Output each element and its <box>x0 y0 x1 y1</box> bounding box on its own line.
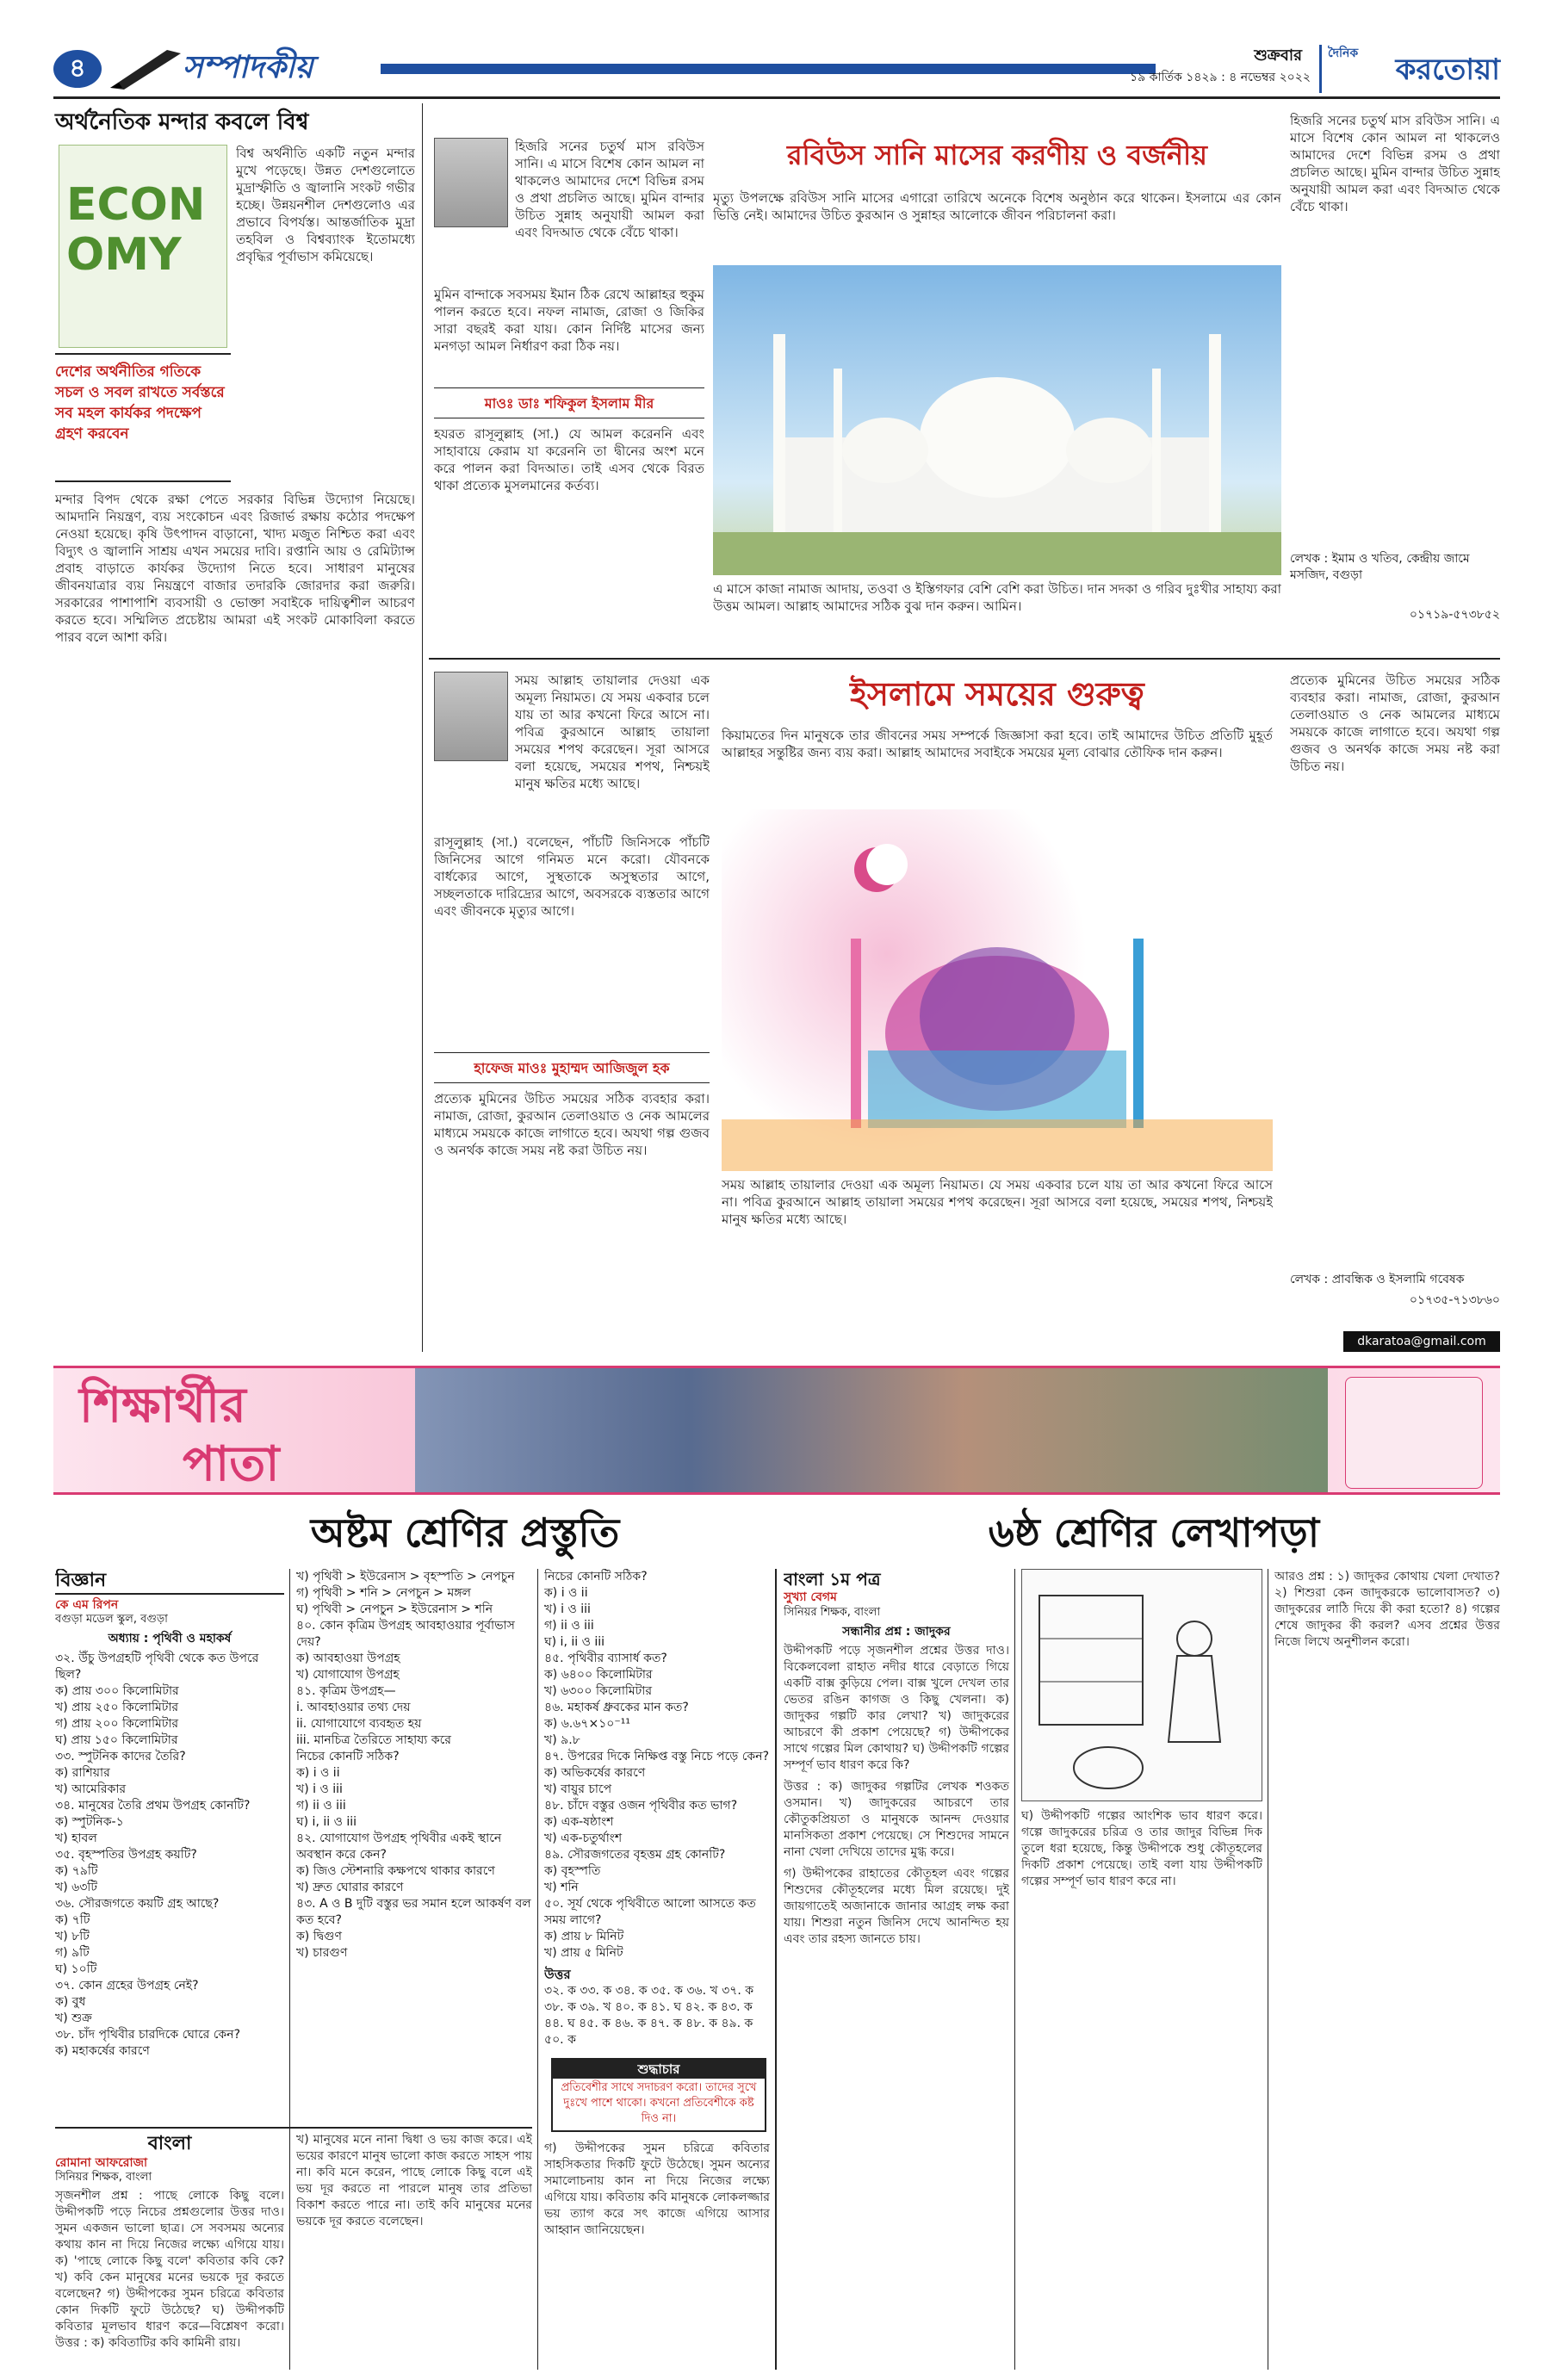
article2-col5: প্রত্যেক মুমিনের উচিত সময়ের সঠিক ব্যবহার করা। নামাজ, রোজা, কুরআন তেলাওয়াত ও নেক আমলের মাধ্যমে সময়কে কাজে লাগাতে হবে। অযথা গল্প গুজব ও অনর্থক কাজে সময় নষ্ট করা উচিত নয়। <box>1290 672 1500 774</box>
question-line: খ) আমেরিকার <box>55 1782 127 1796</box>
question-line: ক) বুধ <box>55 1994 86 2009</box>
editorial <box>55 103 415 1352</box>
bangla-title: বাংলা <box>147 2132 192 2154</box>
article2-col2: রাসূলুল্লাহ (সা.) বলেছেন, পাঁচটি জিনিসকে পাঁচটি জিনিসের আগে গনিমত মনে করো। যৌবনকে বার্ধক্যের আগে, সুস্থতাকে অসুস্থতার আগে, সচ্ছলতাকে দারিদ্র্যের আগে, অবসরকে ব্যস্ততার আগে এবং জীবনকে মৃত্যুর আগে। <box>434 834 710 919</box>
question-line: ঘ) i, ii ও iii <box>296 1815 357 1829</box>
col-rule-s1 <box>289 1569 290 2370</box>
question-line: খ) চারগুণ <box>296 1946 348 1960</box>
question-line: ক) রাশিয়ার <box>55 1765 110 1780</box>
author1-photo <box>434 138 508 227</box>
question-line: খ) শনি <box>544 1881 579 1894</box>
article2-col1: সময় আল্লাহ তায়ালার দেওয়া এক অমূল্য নিয়ামত। যে সময় একবার চলে যায় তা আর কখনো ফিরে আসে না। পবিত্র কুরআনে আল্লাহ তায়ালা সময়ের শপথ করেছেন। সূরা আসরে বলা হয়েছে, সময়ের শপথ, নিশ্চয়ই মানুষ ক্ষতির মধ্যে আছে। <box>515 672 710 791</box>
question-line: ৩৮. চাঁদ পৃথিবীর চারদিকে ঘোরে কেন? <box>55 2027 241 2042</box>
ban1-teacher: সুখ্যা বেগম <box>784 1590 837 1604</box>
question-line: খ) ৮টি <box>55 1929 90 1943</box>
col-rule-s4 <box>1014 1569 1015 2370</box>
col-rule-s3 <box>775 1569 777 2370</box>
question-line: ক) দ্বিগুণ <box>296 1930 342 1943</box>
ban1-body3: গ) উদ্দীপকের রাহাতের কৌতূহল এবং গল্পের শিশুদের কৌতূহলের মধ্যে মিল রয়েছে। দুই জায়গাতেই অজানাকে জানার আগ্রহ লক্ষ করা যায়। শিশুরা নতুন জিনিস দেখে আনন্দিত হয় এবং তার রহস্য জানতে চায়। <box>784 1867 1009 1947</box>
editorial-body: মন্দার বিপদ থেকে রক্ষা পেতে সরকার বিভিন্ন উদ্যোগ নিয়েছে। আমদানি নিয়ন্ত্রণ, ব্যয় সংকোচন এবং রিজার্ভ রক্ষায় কঠোর পদক্ষেপ নেওয়া হয়েছে। কৃষি উৎপাদন বাড়ানো, খাদ্য মজুত নিশ্চিত করা এবং বিদ্যুৎ ও জ্বালানি সাশ্রয় এখন সময়ের দাবি। রপ্তানি আয় ও রেমিট্যান্স প্রবাহ বাড়াতে কার্যকর উদ্যোগ নিতে হবে। সাধারণ মানুষের জীবনযাত্রার ব্যয় নিয়ন্ত্রণে বাজার তদারকি জোরদার করা জরুরি। সরকারের পাশাপাশি ব্যবসায়ী ও ভোক্তা সবাইকে দায়িত্বশীল আচরণ করতে হবে। সম্মিলিত প্রচেষ্টায় আমরা এই সংকট মোকাবিলা করতে পারব বলে আশা করি। <box>55 492 415 645</box>
ban1-title: বাংলা ১ম পত্র <box>784 1569 881 1590</box>
article2-title: ইসলামে সময়ের গুরুত্ব <box>850 674 1144 713</box>
ban1-body5: আরও প্রশ্ন : ১) জাদুকর কোথায় খেলা দেখাত? ২) শিশুরা কেন জাদুকরকে ভালোবাসত? ৩) জাদুকরের লাঠি দিয়ে কী করা হতো? ৪) গল্পের শেষে জাদুকর কী করল? এসব প্রশ্নের উত্তর নিজে লিখে অনুশীলন করো। <box>1274 1570 1500 1649</box>
notice-body: প্রতিবেশীর সাথে সদাচরণ করো। তাদের সুখে দুঃখে পাশে থাকো। কখনো প্রতিবেশীকে কষ্ট দিও না। <box>561 2081 757 2125</box>
author2-photo <box>434 672 508 761</box>
question-line: ii. যোগাযোগে ব্যবহৃত হয় <box>296 1717 422 1731</box>
question-line: গ) ii ও iii <box>544 1619 594 1633</box>
ban1-body: উদ্দীপকটি পড়ে সৃজনশীল প্রশ্নের উত্তর দাও। বিকেলবেলা রাহাত নদীর ধারে বেড়াতে গিয়ে একটি বাক্স কুড়িয়ে পেল। বাক্স খুলে দেখল তার ভেতর রঙিন কাগজ ও কিছু খেলনা। ক) জাদুকর গল্পটি কার লেখা? খ) জাদুকরের আচরণে কী প্রকাশ পেয়েছে? গ) উদ্দীপকের সাথে গল্পের মিল কোথায়? ঘ) উদ্দীপকটি গল্পের সম্পূর্ণ ভাব ধারণ করে কি? <box>784 1644 1009 1773</box>
author1-name: মাওঃ ডাঃ শফিকুল ইসলাম মীর <box>484 395 654 412</box>
article1-col1: হিজরি সনের চতুর্থ মাস রবিউস সানি। এ মাসে বিশেষ কোন আমল না থাকলেও আমাদের দেশে বিভিন্ন রসম ও প্রথা প্রচলিত আছে। মুমিন বান্দার উচিত সুন্নাহ অনুযায়ী আমল করা এবং বিদআত থেকে বেঁচে থাকা। <box>515 139 704 240</box>
question-line: ৩৪. মানুষের তৈরি প্রথম উপগ্রহ কোনটি? <box>55 1798 251 1813</box>
question-line: ক) ৬৪০০ কিলোমিটার <box>544 1668 653 1682</box>
question-line: খ) দ্রুত ঘোরার কারণে <box>296 1881 404 1894</box>
question-line: ক) i ও ii <box>544 1586 588 1600</box>
email-text[interactable]: dkaratoa@gmail.com <box>1357 1335 1486 1348</box>
question-line: ক) প্রায় ৩০০ কিলোমিটার <box>55 1683 179 1698</box>
watercolor-mosque-image <box>722 809 1273 1171</box>
heading-class6: ৬ষ্ঠ শ্রেণির লেখাপড়া <box>988 1509 1320 1556</box>
question-line: ক) এক-ষষ্ঠাংশ <box>544 1815 614 1829</box>
question-line: ক) ৭৯টি <box>55 1863 98 1878</box>
notice-box <box>551 2058 766 2132</box>
question-line: খ) ৬৩টি <box>55 1880 97 1894</box>
article2-author <box>434 1052 710 1083</box>
question-line: ক) ৭টি <box>55 1912 90 1927</box>
article2-col3: প্রত্যেক মুমিনের উচিত সময়ের সঠিক ব্যবহার করা। নামাজ, রোজা, কুরআন তেলাওয়াত ও নেক আমলের মাধ্যমে সময়কে কাজে লাগাতে হবে। অযথা গল্প গুজব ও অনর্থক কাজে সময় নষ্ট করা উচিত নয়। <box>434 1091 710 1158</box>
question-line: ঘ) i, ii ও iii <box>544 1635 605 1649</box>
question-line: ৩২. উঁচু উপগ্রহটি পৃথিবী থেকে কত উপরে ছিল? <box>55 1651 259 1682</box>
bangla-body3: গ) উদ্দীপকের সুমন চরিত্রে কবিতার সাহসিকতার দিকটি ফুটে উঠেছে। সুমন অন্যের সমালোচনায় কান না দিয়ে নিজের লক্ষ্যে এগিয়ে যায়। কবিতায় কবি মানুষকে লোকলজ্জার ভয় ত্যাগ করে সৎ কাজে এগিয়ে আসার আহ্বান জানিয়েছেন। <box>544 2141 770 2237</box>
question-line: খ) i ও iii <box>296 1782 343 1796</box>
bangla-section <box>55 2132 284 2373</box>
col-rule-s2 <box>537 1569 538 2370</box>
question-line: ৫০. সূর্য থেকে পৃথিবীতে আলো আসতে কত সময় লাগে? <box>544 1897 756 1927</box>
magician-illustration <box>1021 1569 1262 1801</box>
question-line: খ) ৬৩০০ কিলোমিটার <box>544 1684 653 1698</box>
article1-phone: ০১৭১৯-৫৭৩৮৫২ <box>1409 608 1500 622</box>
economy-image-text: ECONOMY <box>66 179 206 281</box>
masthead-rule <box>53 96 1500 99</box>
question-line: ক) মহাকর্ষের কারণে <box>55 2043 150 2058</box>
students-photo <box>415 1368 1328 1495</box>
answers: ৩২. ক ৩৩. ক ৩৪. ক ৩৫. ক ৩৬. খ ৩৭. ক ৩৮. ক ৩৯. খ ৪০. ক ৪১. ঘ ৪২. ক ৪৩. ক ৪৪. ঘ ৪৫. ক ৪৬. ক ৪৭. ক ৪৮. ক ৪৯. ক ৫০. ক <box>544 1983 754 2047</box>
question-line: ক) জিও স্টেশনারি কক্ষপথে থাকার কারণে <box>296 1864 495 1878</box>
question-line: ঘ) প্রায় ১৫০ কিলোমিটার <box>55 1732 178 1747</box>
article2-phone: ০১৭৩৫-৭১৩৮৬০ <box>1409 1293 1500 1307</box>
article1-col2b: হযরত রাসূলুল্লাহ (সা.) যে আমল করেননি এবং সাহাবায়ে কেরাম যা করেননি তা দ্বীনের অংশ মনে করে পালন করা বিদআত। তাই এসব থেকে বিরত থাকা প্রত্যেক মুসলমানের কর্তব্য। <box>434 426 704 493</box>
question-line: গ) প্রায় ২০০ কিলোমিটার <box>55 1716 179 1731</box>
article1-col5: হিজরি সনের চতুর্থ মাস রবিউস সানি। এ মাসে বিশেষ কোন আমল না থাকলেও আমাদের দেশে বিভিন্ন রসম ও প্রথা প্রচলিত আছে। মুমিন বান্দার উচিত সুন্নাহ অনুযায়ী আমল করা এবং বিদআত থেকে বেঁচে থাকা। <box>1290 113 1500 214</box>
author2-name: হাফেজ মাওঃ মুহাম্মদ আজিজুল হক <box>474 1060 670 1076</box>
masthead <box>53 45 1500 93</box>
economy-image <box>59 145 227 348</box>
question-list <box>55 1651 284 2060</box>
article2-footer: লেখক : প্রাবন্ধিক ও ইসলামি গবেষক <box>1290 1273 1465 1286</box>
question-line: ৪০. কোন কৃত্রিম উপগ্রহ আবহাওয়ার পূর্বাভাস দেয়? <box>296 1619 515 1649</box>
science-col1 <box>55 1569 284 2120</box>
question-line: খ) যোগাযোগ উপগ্রহ <box>296 1668 400 1682</box>
pullquote-text: দেশের অর্থনীতির গতিকে সচল ও সবল রাখতে সর্বস্তরে সব মহল কার্যকর পদক্ষেপ গ্রহণ করবেন <box>55 363 225 443</box>
question-line: গ) ii ও iii <box>296 1799 346 1813</box>
masthead-band <box>381 64 1156 74</box>
editorial-title: অর্থনৈতিক মন্দার কবলে বিশ্ব <box>55 109 309 135</box>
question-line: ক) আবহাওয়া উপগ্রহ <box>296 1652 400 1665</box>
col-rule-1 <box>422 103 423 1352</box>
question-line: খ) ৯.৮ <box>544 1733 580 1747</box>
science-school: বগুড়া মডেল স্কুল, বগুড়া <box>55 1613 168 1626</box>
question-line: গ) ৯টি <box>55 1945 90 1960</box>
science-chapter: অধ্যায় : পৃথিবী ও মহাকর্ষ <box>108 1632 232 1646</box>
question-line: খ) হাবল <box>55 1831 97 1845</box>
paper-prefix: দৈনিক <box>1328 46 1359 60</box>
question-line: ৪৬. মহাকর্ষ ধ্রুবকের মান কত? <box>544 1701 689 1714</box>
dome-icon <box>713 265 1281 575</box>
ban1-school: সিনিয়র শিক্ষক, বাংলা <box>784 1605 881 1619</box>
weekday: শুক্রবার <box>1254 46 1302 65</box>
article1-col3: মৃত্যু উপলক্ষে রবিউস সানি মাসের এগারো তারিখে অনেকে বিশেষ অনুষ্ঠান করে থাকেন। ইসলামে এর কোন ভিত্তি নেই। আমাদের উচিত কুরআন ও সুন্নাহর আলোকে জীবন পরিচালনা করা। <box>713 190 1281 223</box>
question-line: খ) এক-চতুর্থাংশ <box>544 1831 623 1845</box>
question-line: ৪২. যোগাযোগ উপগ্রহ পৃথিবীর একই স্থানে অবস্থান করে কেন? <box>296 1831 502 1862</box>
question-line: ৩৫. বৃহস্পতির উপগ্রহ কয়টি? <box>55 1847 197 1862</box>
col3-question-list <box>544 1569 770 1962</box>
banner-title-line1: শিক্ষার্থীর <box>79 1377 246 1434</box>
bangla-body2: খ) মানুষের মনে নানা দ্বিধা ও ভয় কাজ করে। এই ভয়ের কারণে মানুষ ভালো কাজ করতে সাহস পায় না। কবি মনে করেন, পাছে লোকে কিছু বলে এই ভয় দূর করতে না পারলে মানুষ তার প্রতিভা বিকাশ করতে পারে না। তাই কবি মানুষের মনের ভয়কে দূর করতে বলেছেন। <box>296 2133 532 2228</box>
science-teacher: কে এম রিপন <box>55 1597 119 1612</box>
question-line: ৪৫. পৃথিবীর ব্যাসার্ধ কত? <box>544 1652 667 1665</box>
question-line: ৩৬. সৌরজগতে কয়টি গ্রহ আছে? <box>55 1896 220 1911</box>
question-line: ঘ) পৃথিবী > নেপচুন > ইউরেনাস > শনি <box>296 1602 493 1616</box>
question-line: গ) পৃথিবী > শনি > নেপচুন > মঙ্গল <box>296 1586 471 1600</box>
heading-class8: অষ্টম শ্রেণির প্রস্তুতি <box>310 1509 620 1556</box>
question-line: ক) বৃহস্পতি <box>544 1864 601 1878</box>
article2-text-top: কিয়ামতের দিন মানুষকে তার জীবনের সময় সম্পর্কে জিজ্ঞাসা করা হবে। তাই আমাদের উচিত প্রতিটি মুহূর্ত আল্লাহর সন্তুষ্টির জন্য ব্যয় করা। আল্লাহ আমাদের সবাইকে সময়ের মূল্য বোঝার তৌফিক দান করুন। <box>722 728 1273 760</box>
article2 <box>429 665 1500 1345</box>
ban1-body4: ঘ) উদ্দীপকটি গল্পের আংশিক ভাব ধারণ করে। গল্পে জাদুকরের চরিত্র ও তার জাদুর বিভিন্ন দিক তুলে ধরা হয়েছে, কিন্তু উদ্দীপকে শুধু কৌতূহলের দিকটি প্রকাশ পেয়েছে। তাই বলা যায় উদ্দীপকটি গল্পের সম্পূর্ণ ভাব ধারণ করে না। <box>1021 1809 1262 1888</box>
section-title: সম্পাদকীয় <box>183 49 313 85</box>
question-line: খ) প্রায় ২৫০ কিলোমিটার <box>55 1700 179 1714</box>
question-line: নিচের কোনটি সঠিক? <box>296 1750 400 1763</box>
question-line: ৪৯. সৌরজগতের বৃহত্তম গ্রহ কোনটি? <box>544 1848 726 1862</box>
science-col2 <box>296 1569 532 2120</box>
science-title: বিজ্ঞান <box>55 1569 284 1595</box>
page-number-badge <box>53 50 102 88</box>
question-line: খ) শুক্র <box>55 2011 92 2025</box>
question-line: খ) পৃথিবী > ইউরেনাস > বৃহস্পতি > নেপচুন <box>296 1570 515 1584</box>
editorial-intro: বিশ্ব অর্থনীতি একটি নতুন মন্দার মুখে পড়েছে। উন্নত দেশগুলোতে মুদ্রাস্ফীতি ও জ্বালানি সংকট গভীর হচ্ছে। উন্নয়নশীল দেশগুলোও এর প্রভাবে বিপর্যস্ত। আন্তর্জাতিক মুদ্রা তহবিল ও বিশ্বব্যাংক ইতোমধ্যে প্রবৃদ্ধির পূর্বাভাস কমিয়েছে। <box>236 146 415 264</box>
question-line: ৩৩. স্পুটনিক কাদের তৈরি? <box>55 1749 186 1763</box>
question-line: ৪৮. চাঁদে বস্তুর ওজন পৃথিবীর কত ভাগ? <box>544 1799 738 1813</box>
answers-title: উত্তর <box>544 1967 571 1982</box>
h-rule-1 <box>429 658 1500 660</box>
mid-question-list <box>296 1569 532 1962</box>
question-line: খ) প্রায় ৫ মিনিট <box>544 1946 623 1960</box>
page-number: ৪ <box>69 53 86 84</box>
question-line: খ) i ও iii <box>544 1602 591 1616</box>
h-rule-bangla <box>55 2127 532 2129</box>
ban1-chapter: সন্ধানীর প্রশ্ন : জাদুকর <box>842 1624 951 1639</box>
article2-col4: সময় আল্লাহ তায়ালার দেওয়া এক অমূল্য নিয়ামত। যে সময় একবার চলে যায় তা আর কখনো ফিরে আসে না। পবিত্র কুরআনে আল্লাহ তায়ালা সময়ের শপথ করেছেন। সূরা আসরে বলা হয়েছে, সময়ের শপথ, নিশ্চয়ই মানুষ ক্ষতির মধ্যে আছে। <box>722 1177 1273 1227</box>
pen-nib-icon <box>107 45 184 91</box>
date-line: ১৯ কার্তিক ১৪২৯ : ৪ নভেম্বর ২০২২ <box>1130 71 1311 84</box>
question-line: ৪৩. A ও B দুটি বস্তুর ভর সমান হলে আকর্ষণ বল কত হবে? <box>296 1897 531 1927</box>
question-line: ৩৭. কোন গ্রহের উপগ্রহ নেই? <box>55 1978 199 1993</box>
question-line: নিচের কোনটি সঠিক? <box>544 1570 648 1584</box>
article1-col4: এ মাসে কাজা নামাজ আদায়, তওবা ও ইস্তিগফার বেশি বেশি করা উচিত। দান সদকা ও গরিব দুঃখীর সাহায্য করা উত্তম আমল। আল্লাহ আমাদের সঠিক বুঝ দান করুন। আমিন। <box>713 581 1281 614</box>
question-line: ঘ) ১০টি <box>55 1962 97 1976</box>
mosque-image <box>713 265 1281 575</box>
editorial-pullquote <box>55 353 231 482</box>
article1-author <box>434 387 704 418</box>
masthead-divider <box>1319 45 1322 93</box>
illustration-scientist <box>1345 1377 1483 1489</box>
question-line: খ) বায়ুর চাপে <box>544 1782 612 1796</box>
ban1-body2: উত্তর : ক) জাদুকর গল্পটির লেখক শওকত ওসমান। খ) জাদুকরের আচরণে তার কৌতুকপ্রিয়তা ও মানুষকে আনন্দ দেওয়ার মানসিকতা প্রকাশ পেয়েছে। সে শিশুদের সামনে নানা খেলা দেখিয়ে তাদের মুগ্ধ করে। <box>784 1780 1009 1860</box>
dome-icon <box>722 809 1273 1171</box>
question-line: i. আবহাওয়ার তথ্য দেয় <box>296 1701 411 1714</box>
article1-footer: লেখক : ইমাম ও খতিব, কেন্দ্রীয় জামে মসজিদ, বগুড়া <box>1290 552 1470 582</box>
article1-title: রবিউস সানি মাসের করণীয় ও বর্জনীয় <box>786 139 1208 171</box>
question-line: ৪৭. উপরের দিকে নিক্ষিপ্ত বস্তু নিচে পড়ে কেন? <box>544 1750 770 1763</box>
bangla-teacher: রোমানা আফরোজা <box>55 2155 148 2170</box>
bangla-school: সিনিয়র শিক্ষক, বাংলা <box>55 2171 152 2184</box>
notice-title: শুদ্ধাচার <box>553 2060 765 2079</box>
question-line: ক) স্পুটনিক-১ <box>55 1814 124 1829</box>
paper-name: করতোয়া <box>1395 53 1500 87</box>
question-line: iii. মানচিত্র তৈরিতে সাহায্য করে <box>296 1733 451 1747</box>
science-col3 <box>544 1569 770 2051</box>
question-line: ৪১. কৃত্রিম উপগ্রহ— <box>296 1684 396 1698</box>
question-line: ক) অভিকর্ষের কারণে <box>544 1766 646 1780</box>
question-line: ক) ৬.৬৭×১০⁻¹¹ <box>544 1717 630 1731</box>
question-line: ক) i ও ii <box>296 1766 340 1780</box>
banner-title-line2: পাতা <box>183 1435 280 1492</box>
ban1-section <box>784 1569 1009 2370</box>
article1-col2: মুমিন বান্দাকে সবসময় ইমান ঠিক রেখে আল্লাহর হুকুম পালন করতে হবে। নফল নামাজ, রোজা ও জিকির সারা বছরই করা যায়। কোন নির্দিষ্ট মাসের জন্য মনগড়া আমল নির্ধারণ করা ঠিক নয়। <box>434 287 704 354</box>
student-banner <box>53 1366 1500 1495</box>
question-line: ক) প্রায় ৮ মিনিট <box>544 1930 624 1943</box>
article1 <box>429 103 1500 654</box>
bangla-body: সৃজনশীল প্রশ্ন : পাছে লোকে কিছু বলে। উদ্দীপকটি পড়ে নিচের প্রশ্নগুলোর উত্তর দাও। সুমন একজন ভালো ছাত্র। সে সবসময় অন্যের কথায় কান না দিয়ে নিজের লক্ষ্যে এগিয়ে যায়। ক) 'পাছে লোকে কিছু বলে' কবিতার কবি কে? খ) কবি কেন মানুষের মনের ভয়কে দূর করতে বলেছেন? গ) উদ্দীপকের সুমন চরিত্রে কবিতার কোন দিকটি ফুটে উঠেছে? ঘ) উদ্দীপকটি কবিতার মূলভাব ধারণ করে—বিশ্লেষণ করো। উত্তর : ক) কবিতাটির কবি কামিনী রায়। <box>55 2189 284 2351</box>
email-box[interactable] <box>1343 1331 1500 1352</box>
